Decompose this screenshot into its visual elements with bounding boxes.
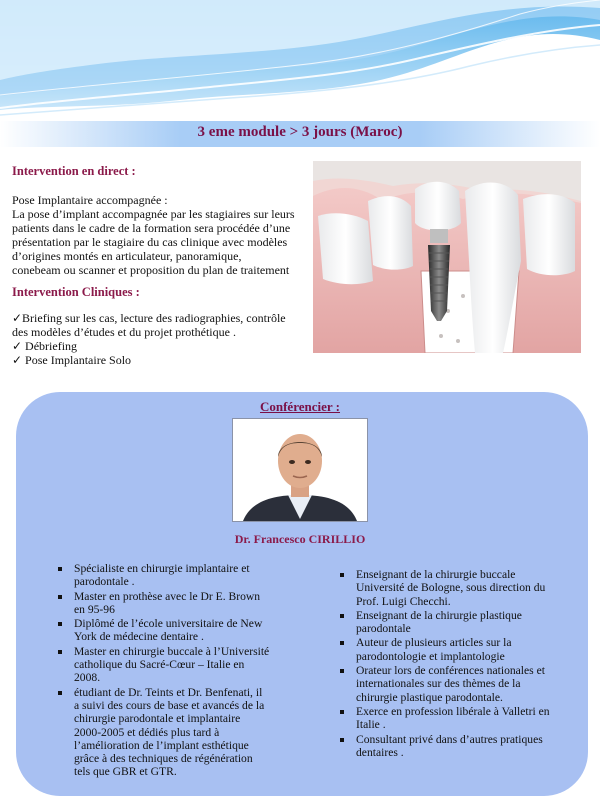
bullet-icon	[340, 669, 344, 673]
text-line: parodontologie et implantologie	[356, 649, 505, 663]
text-line: Auteur de plusieurs articles sur la	[356, 636, 512, 650]
intervention-cliniques-text	[12, 311, 286, 367]
text-line: Exerce en profession libérale à Valletri en	[356, 704, 550, 718]
speaker-portrait	[232, 418, 368, 522]
bullet-icon	[340, 614, 344, 618]
bullet-icon	[58, 622, 62, 626]
text-line: Diplômé de l’école universitaire de New	[74, 617, 263, 631]
text-line: tels que GBR et GTR.	[74, 765, 177, 779]
list-item	[338, 705, 578, 732]
module-title: 3 eme module > 3 jours (Maroc)	[197, 124, 403, 140]
text-line: internationales sur des thèmes de la	[356, 677, 521, 691]
text-line: Enseignant de la chirurgie buccale	[356, 568, 516, 581]
text-line: dentaires .	[356, 745, 404, 759]
text-line: présentation par le stagiaire du cas clinique avec modèles	[12, 235, 288, 249]
bullet-icon	[58, 567, 62, 571]
text-line: Prof. Luigi Checchi.	[356, 594, 451, 608]
text-line: Spécialiste en chirurgie implantaire et	[74, 562, 250, 575]
bullet-icon	[58, 595, 62, 599]
text-line: Enseignant de la chirurgie plastique	[356, 608, 522, 622]
text-line: des modèles d’études et du projet prothétique .	[12, 325, 236, 339]
text-line: d’origines montés en articulateur, panoramique,	[12, 249, 242, 263]
text-line: La pose d’implant accompagnée par les stagiaires sur leurs	[12, 207, 295, 221]
list-item	[56, 590, 306, 617]
text-line: Orateur lors de conférences nationales et	[356, 664, 545, 678]
text-line: 2008.	[74, 671, 101, 685]
list-item	[56, 645, 306, 685]
speaker-credentials-left	[56, 562, 306, 780]
text-line: parodontale	[356, 622, 411, 636]
list-item	[338, 636, 578, 663]
list-item	[56, 617, 306, 644]
text-line: l’amélioration de l’implant esthétique	[74, 738, 249, 752]
text-line: Italie .	[356, 718, 386, 732]
text-line: Pose Implantaire accompagnée :	[12, 193, 168, 207]
header-wave-decoration	[0, 0, 600, 135]
dental-implant-image	[313, 161, 581, 353]
list-item	[338, 664, 578, 704]
conferencier-title: Conférencier :	[259, 399, 341, 414]
list-item	[338, 609, 578, 636]
text-line: chirurgie plastique parodontale.	[356, 690, 503, 704]
list-item	[338, 733, 578, 760]
bullet-icon	[340, 641, 344, 645]
text-line: étudiant de Dr. Teints et Dr. Benfenati, il	[74, 685, 263, 699]
text-line: ✓Briefing sur les cas, lecture des radiographies, contrôle	[12, 311, 286, 325]
text-line: parodontale .	[74, 575, 135, 589]
text-line: Université de Bologne, sous direction du	[356, 581, 546, 595]
text-line: Consultant privé dans d’autres pratiques	[356, 732, 543, 746]
bullet-icon	[340, 710, 344, 714]
bullet-icon	[58, 691, 62, 695]
text-line: Master en prothèse avec le Dr E. Brown	[74, 589, 261, 603]
text-line: a suivi des cours de base et avancés de la	[74, 698, 265, 712]
bullet-icon	[340, 738, 344, 742]
text-line: patients dans le cadre de la formation sera procédée d’une	[12, 221, 291, 235]
text-line: conebeam ou scanner et proposition du plan de traitement	[12, 263, 290, 277]
text-line: York de médecine dentaire .	[74, 630, 204, 644]
list-item	[56, 686, 306, 779]
text-line: ✓ Pose Implantaire Solo	[12, 353, 132, 367]
person-photo-icon	[233, 419, 367, 521]
text-line: 2000-2005 et dédiés plus tard à	[74, 725, 220, 739]
intervention-direct-text	[12, 193, 295, 277]
speaker-name: Dr. Francesco CIRILLIO	[234, 532, 366, 546]
text-line: en 95-96	[74, 602, 115, 616]
bullet-icon	[340, 573, 344, 577]
bullet-icon	[58, 650, 62, 654]
text-line: catholique du Sacré-Cœur – Italie en	[74, 658, 245, 672]
text-line: chirurgie parodontale et implantaire	[74, 712, 241, 726]
text-line: ✓ Débriefing	[12, 339, 78, 353]
section-title-intervention-direct: Intervention en direct :	[12, 164, 136, 178]
speaker-credentials-right	[338, 568, 578, 760]
list-item	[56, 562, 306, 589]
text-line: Master en chirurgie buccale à l’Université	[74, 644, 270, 658]
list-item	[338, 568, 578, 608]
text-line: grâce à des techniques de régénération	[74, 752, 253, 766]
section-title-intervention-cliniques: Intervention Cliniques :	[12, 285, 140, 299]
